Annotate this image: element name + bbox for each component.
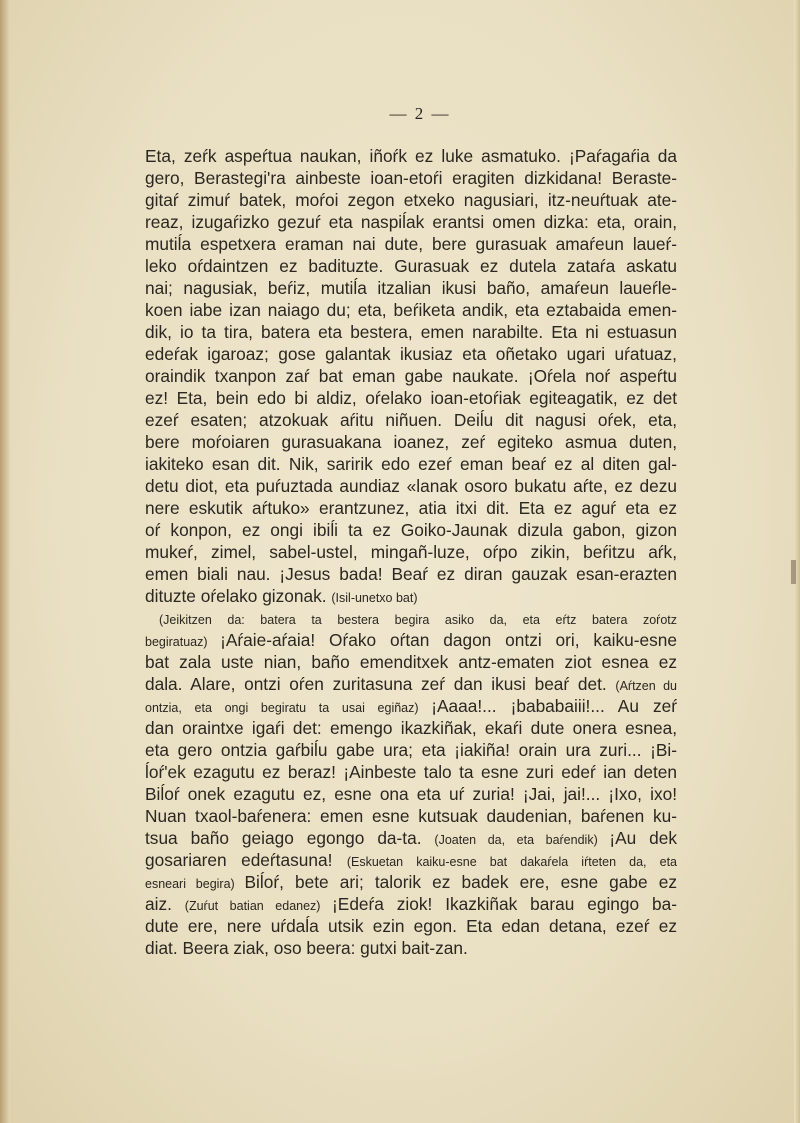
dialogue-text: tsua baño geiago egongo da-ta.	[145, 828, 435, 848]
dialogue-text: mukeŕ, zimel, sabel-ustel, mingañ-luze, oŕpo zikin, beŕitzu aŕk,	[145, 542, 677, 562]
text-line	[145, 717, 677, 739]
text-line	[145, 629, 677, 651]
dialogue-text: koen iabe izan naiago du; eta, beŕiketa andik, eta eztabaida emen-	[145, 300, 677, 320]
text-line	[145, 849, 677, 871]
dialogue-text: ¡Au dek	[609, 828, 677, 848]
text-line	[145, 651, 677, 673]
dialogue-text: edeŕak igaroaz; gose galantak ikusiaz eta oñetako ugari uŕatuaz,	[145, 344, 677, 364]
dialogue-text: Nuan txaol-baŕenera: emen esne kutsuak daudenian, baŕenen ku-	[145, 806, 677, 826]
page-edge-left	[0, 0, 10, 1123]
text-line	[145, 893, 677, 915]
dialogue-text: iakiteko esan dit. Nik, saririk edo ezeŕ eman beaŕ ez al diten gal-	[145, 454, 677, 474]
text-line	[145, 497, 677, 519]
dialogue-text: gero, Berastegi'ra ainbeste ioan-etoŕi eragiten dizkidana! Beraste-	[145, 168, 677, 188]
dialogue-text: ¡Edeŕa ziok! Ikazkiñak barau egingo ba-	[332, 894, 677, 914]
dialogue-text: oŕ konpon, ez ongi ibiĺi ta ez Goiko-Jaunak dizula gabon, gizon	[145, 520, 677, 540]
dialogue-text: emen biali nau. ¡Jesus bada! Beaŕ ez diran gauzak esan-erazten	[145, 564, 677, 584]
dialogue-text: ¡Aaaa!... ¡bababaiii!... Au zeŕ	[431, 696, 677, 716]
stage-direction: esneari begira)	[145, 877, 245, 891]
dialogue-text: ez! Eta, bein edo bi aldiz, oŕelako ioan-etoŕiak egiteagatik, ez det	[145, 388, 677, 408]
text-line	[145, 695, 677, 717]
dialogue-text: ¡Aŕaie-aŕaia! Oŕako oŕtan dagon ontzi ori, kaiku-esne	[220, 630, 677, 650]
dialogue-text: bat zala uste nian, baño emenditxek antz-ematen ziot esnea ez	[145, 652, 677, 672]
dialogue-text: aiz.	[145, 894, 185, 914]
text-line	[145, 211, 677, 233]
dialogue-text: detu diot, eta puŕuztada aundiaz «lanak osoro bukatu aŕte, ez dezu	[145, 476, 677, 496]
stage-direction: (Joaten da, eta baŕendik)	[434, 833, 610, 847]
text-line	[145, 607, 677, 629]
dialogue-text: bere moŕoiaren gurasuakana ioanez, zeŕ egiteko asmua duten,	[145, 432, 677, 452]
text-line	[145, 585, 677, 607]
dialogue-text: ezeŕ esaten; atzokuak aŕitu niñuen. Deiĺu dit nagusi oŕek, eta,	[145, 410, 677, 430]
body-text	[145, 145, 677, 959]
stage-direction: (Isil-unetxo bat)	[331, 591, 418, 605]
dialogue-text: dan oraintxe igaŕi det: emengo ikazkiñak, ekaŕi dute onera esnea,	[145, 718, 677, 738]
margin-mark	[791, 560, 796, 584]
text-line	[145, 761, 677, 783]
text-line	[145, 915, 677, 937]
dialogue-text: gosariaren edeŕtasuna!	[145, 850, 347, 870]
dialogue-text: nere eskutik aŕtuko» erantzunez, atia itxi dit. Eta ez aguŕ eta ez	[145, 498, 677, 518]
text-line	[145, 673, 677, 695]
dialogue-text: reaz, izugaŕizko gezuŕ eta naspiĺak erantsi omen dizka: eta, orain,	[145, 212, 677, 232]
dialogue-text: nai; nagusiak, beŕiz, mutiĺa itzalian ikusi baño, amaŕeun laueŕle-	[145, 278, 677, 298]
dialogue-text: dik, io ta tira, batera eta bestera, emen narabilte. Eta ni estuasun	[145, 322, 677, 342]
dialogue-text: Biĺoŕ onek ezagutu ez, esne ona eta uŕ zuria! ¡Jai, jai!... ¡Ixo, ixo!	[145, 784, 677, 804]
text-line	[145, 541, 677, 563]
dialogue-text: oraindik txanpon zaŕ bat eman gabe naukate. ¡Oŕela noŕ aspeŕtu	[145, 366, 677, 386]
text-line	[145, 145, 677, 167]
dialogue-text: diat. Beera ziak, oso beera: gutxi bait-zan.	[145, 938, 468, 958]
dialogue-text: dala. Alare, ontzi oŕen zuritasuna zeŕ dan ikusi beaŕ det.	[145, 674, 616, 694]
stage-direction: (Eskuetan kaiku-esne bat dakaŕela iŕteten da, eta	[346, 855, 677, 869]
text-line	[145, 937, 677, 959]
text-line	[145, 167, 677, 189]
dialogue-text: leko oŕdaintzen ez badituzte. Gurasuak ez dutela zataŕa askatu	[145, 256, 677, 276]
stage-direction: ontzia, eta ongi begiratu ta usai egiñaz)	[145, 701, 432, 715]
text-line	[145, 387, 677, 409]
dialogue-text: dute ere, nere uŕdaĺa utsik ezin egon. Eta edan detana, ezeŕ ez	[145, 916, 677, 936]
text-line	[145, 343, 677, 365]
dialogue-text: Biĺoŕ, bete ari; talorik ez badek ere, esne gabe ez	[244, 872, 677, 892]
stage-direction: (Aŕtzen du	[615, 679, 677, 693]
text-line	[145, 431, 677, 453]
text-line	[145, 277, 677, 299]
stage-direction: (Jeikitzen da: batera ta bestera begira asiko da, eta eŕtz batera zoŕotz	[159, 613, 677, 627]
stage-direction: begiratuaz)	[145, 635, 221, 649]
dialogue-text: dituzte oŕelako gizonak.	[145, 586, 332, 606]
dialogue-text: gitaŕ zimuŕ batek, moŕoi zegon etxeko nagusiari, itz-neuŕtuak ate-	[145, 190, 677, 210]
text-line	[145, 871, 677, 893]
dialogue-text: mutiĺa espetxera eraman nai dute, bere gurasuak amaŕeun laueŕ-	[145, 234, 677, 254]
dialogue-text: Eta, zeŕk aspeŕtua naukan, iñoŕk ez luke asmatuko. ¡Paŕagaŕia da	[145, 146, 677, 166]
text-line	[145, 519, 677, 541]
text-line	[145, 805, 677, 827]
text-line	[145, 233, 677, 255]
dialogue-text: ĺoŕ'ek ezagutu ez beraz! ¡Ainbeste talo ta esne zuri edeŕ ian deten	[145, 762, 677, 782]
dialogue-text: eta gero ontzia gaŕbiĺu gabe ura; eta ¡iakiña! orain ura zuri... ¡Bi-	[145, 740, 677, 760]
text-line	[145, 321, 677, 343]
text-line	[145, 255, 677, 277]
text-line	[145, 189, 677, 211]
text-line	[145, 453, 677, 475]
text-line	[145, 563, 677, 585]
text-line	[145, 783, 677, 805]
page-number: — 2 —	[389, 104, 451, 123]
stage-direction: (Zuŕut batian edanez)	[184, 899, 333, 913]
text-line	[145, 475, 677, 497]
text-line	[145, 409, 677, 431]
text-line	[145, 365, 677, 387]
text-line	[145, 827, 677, 849]
text-line	[145, 739, 677, 761]
text-line	[145, 299, 677, 321]
